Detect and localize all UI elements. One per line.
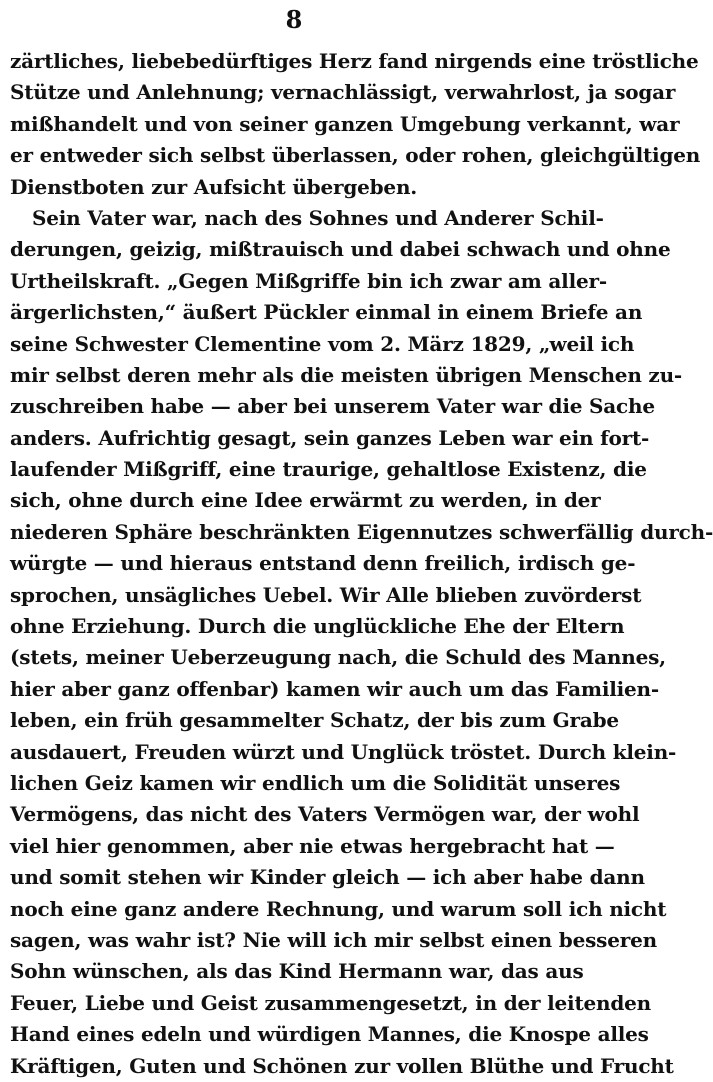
text-line: Feuer, Liebe und Geist zusammengesetzt, in der leitenden: [10, 990, 651, 1015]
page-number: 8: [285, 5, 303, 34]
text-line: Sohn wünschen, als das Kind Hermann war, das aus: [10, 959, 584, 984]
text-line: derungen, geizig, mißtrauisch und dabei schwach und ohne: [10, 237, 671, 262]
text-line: laufender Mißgriff, eine traurige, gehaltlose Existenz, die: [10, 457, 647, 482]
text-line: Dienstboten zur Aufsicht übergeben.: [10, 174, 418, 199]
text-line: (stets, meiner Ueberzeugung nach, die Schuld des Mannes,: [10, 645, 666, 670]
text-line: würgte — und hieraus entstand denn freilich, irdisch ge-: [10, 551, 636, 576]
text-line: lichen Geiz kamen wir endlich um die Solidität unseres: [10, 770, 621, 795]
text-line: sich, ohne durch eine Idee erwärmt zu werden, in der: [10, 488, 601, 513]
text-line: ärgerlichsten,“ äußert Pückler einmal in einem Briefe an: [10, 300, 643, 325]
text-line: Vermögens, das nicht des Vaters Vermögen war, der wohl: [10, 802, 640, 827]
text-line: zuschreiben habe — aber bei unserem Vater war die Sache: [10, 394, 655, 419]
text-line: noch eine ganz andere Rechnung, und warum soll ich nicht: [10, 896, 667, 921]
text-line: sagen, was wahr ist? Nie will ich mir selbst einen besseren: [10, 927, 657, 952]
text-line: Urtheilskraft. „Gegen Mißgriffe bin ich zwar am aller-: [10, 268, 607, 293]
text-line: er entweder sich selbst überlassen, oder rohen, gleichgültigen: [10, 143, 701, 168]
text-line: ohne Erziehung. Durch die unglückliche Ehe der Eltern: [10, 614, 625, 639]
text-line: seine Schwester Clementine vom 2. März 1829, „weil ich: [10, 331, 635, 356]
text-line: viel hier genommen, aber nie etwas hergebracht hat —: [10, 833, 615, 858]
text-line: leben, ein früh gesammelter Schatz, der bis zum Grabe: [10, 708, 619, 733]
text-line: und somit stehen wir Kinder gleich — ich aber habe dann: [10, 865, 645, 890]
text-line: mißhandelt und von seiner ganzen Umgebung verkannt, war: [10, 111, 680, 136]
text-line: anders. Aufrichtig gesagt, sein ganzes Leben war ein fort-: [10, 425, 650, 450]
paragraph-start-line: Sein Vater war, nach des Sohnes und Anderer Schil-: [32, 205, 604, 230]
text-line: niederen Sphäre beschränkten Eigennutzes schwerfällig durch-: [10, 519, 713, 544]
text-line: hier aber ganz offenbar) kamen wir auch um das Familien-: [10, 676, 659, 701]
text-line: mir selbst deren mehr als die meisten übrigen Menschen zu-: [10, 362, 683, 387]
text-line: zärtliches, liebebedürftiges Herz fand nirgends eine tröstliche: [10, 49, 699, 73]
text-line: Kräftigen, Guten und Schönen zur vollen Blüthe und Frucht: [10, 1053, 674, 1078]
text-line: Stütze und Anlehnung; vernachlässigt, verwahrlost, ja sogar: [10, 80, 676, 105]
body-text: [10, 46, 713, 1082]
text-line: sprochen, unsägliches Uebel. Wir Alle blieben zuvörderst: [10, 582, 642, 607]
text-line: Hand eines edeln und würdigen Mannes, die Knospe alles: [10, 1022, 649, 1047]
text-line: ausdauert, Freuden würzt und Unglück tröstet. Durch klein-: [10, 739, 677, 764]
